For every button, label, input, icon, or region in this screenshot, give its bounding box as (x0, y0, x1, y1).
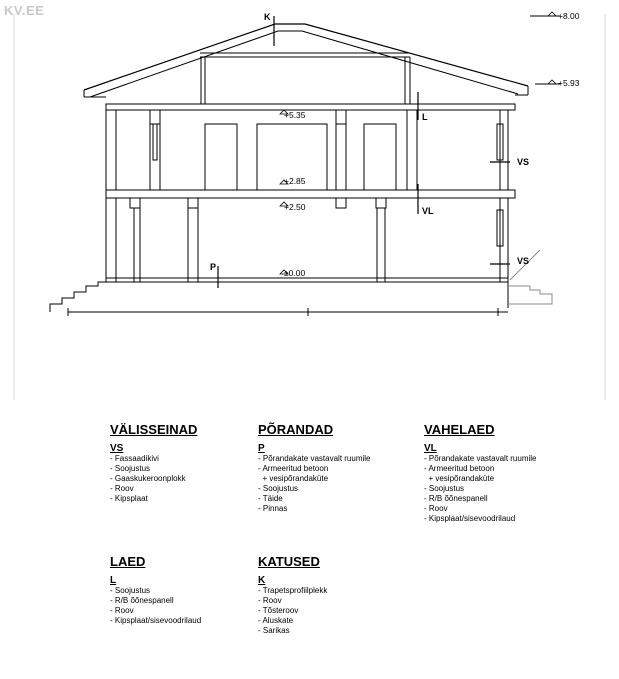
legend-valisseinad (110, 422, 198, 504)
legend-item: + vesipõrandaküte (258, 474, 329, 483)
upper-slab-beam-left (150, 110, 160, 124)
legend-item: - Armeeritud betoon (424, 464, 495, 473)
entrance-steps (50, 282, 106, 312)
legend-item: - Kipsplaat/sisevoodrilaud (110, 616, 202, 625)
legend-item: - Trapetsprofiilplekk (258, 586, 328, 595)
legend-item: - Tõsteroov (258, 606, 299, 615)
legend-title: LAED (110, 554, 146, 569)
lower-column-1 (134, 208, 140, 282)
roof-inner-line (90, 31, 518, 97)
upper-door-3 (364, 124, 396, 190)
legend-item: - Soojustus (424, 484, 465, 493)
legend-item: - Pinnas (258, 504, 288, 513)
lower-column-2 (188, 208, 198, 282)
level-label-ceiling1: +2.50 (284, 202, 306, 212)
legend-item: - Roov (110, 606, 134, 615)
legend-item: - R/B õõnespanell (110, 596, 174, 605)
legend-item: - Armeeritud betoon (258, 464, 329, 473)
mid-slab-beam-2 (188, 198, 198, 208)
mid-floor-slab (106, 190, 515, 198)
legend-item: - Põrandakate vastavalt ruumile (258, 454, 371, 463)
level-symbol-eave (548, 80, 556, 84)
marker-label-ceiling: L (422, 112, 428, 122)
legend-item: + vesipõrandaküte (424, 474, 495, 483)
legend-item: - Roov (110, 484, 134, 493)
legend-title: VÄLISSEINAD (110, 422, 198, 437)
legend-item: - Kipsplaat (110, 494, 148, 503)
upper-partition-mid (336, 124, 346, 190)
legend-item: - Põrandakate vastavalt ruumile (424, 454, 537, 463)
legend-item: - Soojustus (258, 484, 299, 493)
legend-item: - Täide (258, 494, 283, 503)
level-label-floor2: +2.85 (284, 176, 306, 186)
marker-label-floor-mid: VL (422, 206, 434, 216)
legend-item: - Roov (258, 596, 282, 605)
legend-katused (258, 554, 328, 636)
level-symbol-ridge (548, 12, 556, 16)
marker-label-floor-ground: P (210, 262, 217, 272)
legend-item: - Roov (424, 504, 448, 513)
legend-porandad (258, 422, 371, 514)
legend-code: P (258, 443, 265, 454)
legend-item: - Fassaadikivi (110, 454, 159, 463)
legend-code: VL (424, 443, 437, 454)
upper-partition-right (407, 110, 417, 190)
legend-laed (110, 554, 202, 626)
legend-item: - Gaaskukeroonplokk (110, 474, 186, 483)
level-label-ground: ±0.00 (284, 268, 306, 278)
level-label-ridge: +8.00 (558, 11, 580, 21)
marker-label-roof: K (264, 12, 271, 22)
level-label-eave: +5.93 (558, 78, 580, 88)
legend-title: KATUSED (258, 554, 320, 569)
mid-slab-beam-4 (376, 198, 386, 208)
legend-item: - Soojustus (110, 586, 151, 595)
legend-title: PÕRANDAD (258, 422, 334, 437)
mid-slab-beam-1 (130, 198, 140, 208)
marker-label-wall-lower: VS (517, 256, 530, 266)
legend-item: - Kipsplaat/sisevoodrilaud (424, 514, 516, 523)
legend-vahelaed (424, 422, 537, 524)
upper-door-1 (205, 124, 237, 190)
level-label-ceiling2: +5.35 (284, 110, 306, 120)
upper-window-left (153, 124, 157, 160)
legend-code: K (258, 575, 266, 586)
upper-slab-beam-mid (336, 110, 346, 124)
legend-item: - Aluskate (258, 616, 294, 625)
upper-ceiling-slab (106, 104, 515, 110)
upper-partition-left (150, 124, 160, 190)
legend-code: VS (110, 443, 124, 454)
watermark-logo: KV.EE (4, 3, 45, 18)
legend-code: L (110, 575, 117, 586)
legend-title: VAHELAED (424, 422, 495, 437)
legend-item: - R/B õõnespanell (424, 494, 488, 503)
terrace-steps (508, 286, 552, 304)
mid-slab-beam-3 (336, 198, 346, 208)
legend-item: - Sarikas (258, 626, 290, 635)
marker-label-wall-upper: VS (517, 157, 530, 167)
ground-slab (106, 278, 508, 282)
lower-column-3 (377, 208, 385, 282)
legend-item: - Soojustus (110, 464, 151, 473)
